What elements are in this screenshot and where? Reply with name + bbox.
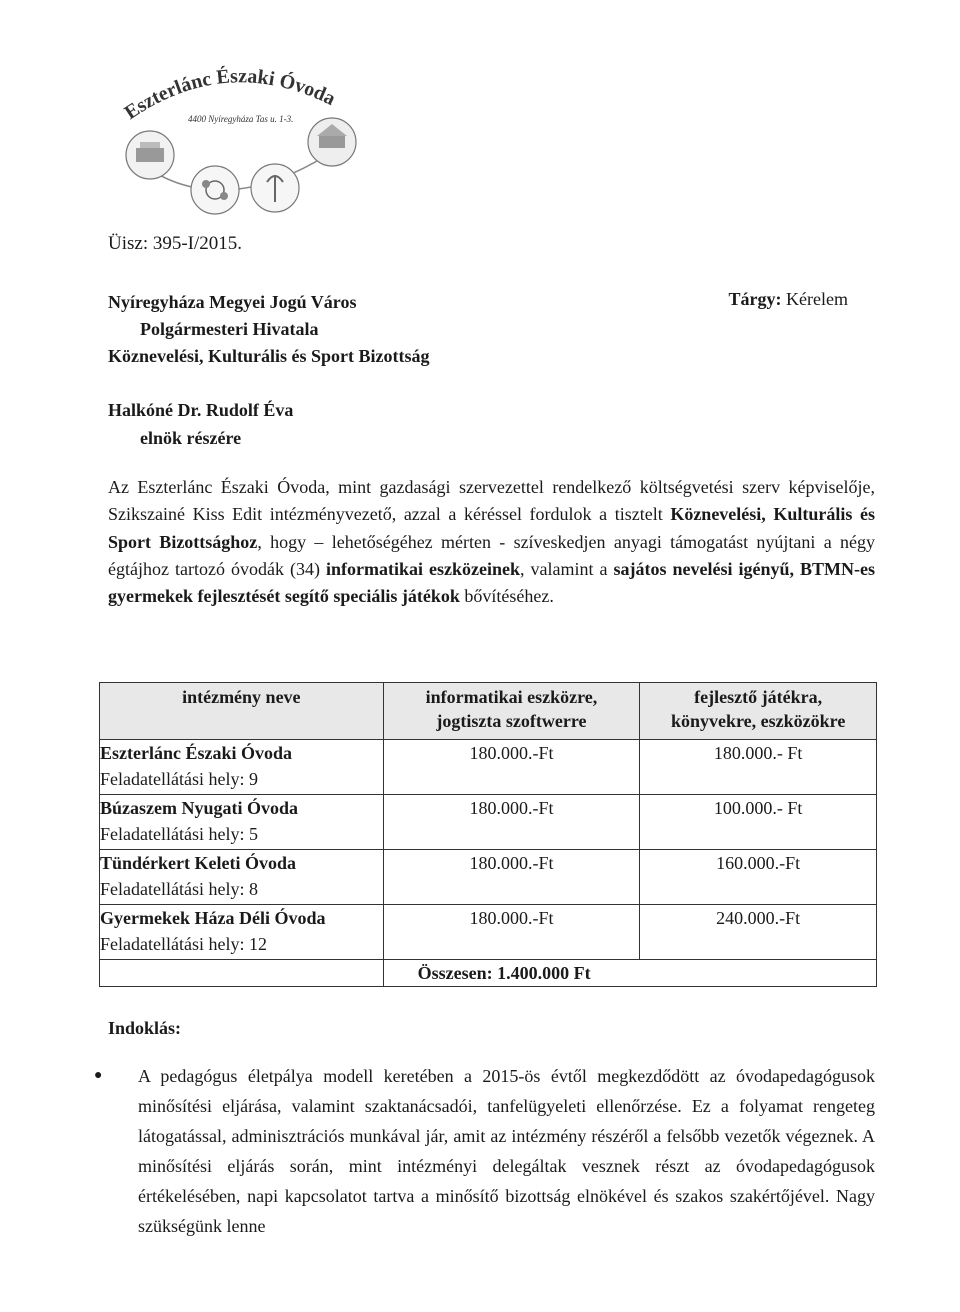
table-total-row bbox=[100, 960, 877, 987]
institution-sites: Feladatellátási hely: 8 bbox=[100, 879, 258, 899]
recipient-block bbox=[108, 396, 293, 452]
institution-cell bbox=[100, 905, 384, 960]
justification-title: Indoklás: bbox=[108, 1018, 182, 1038]
reference-number: Üisz: 395-I/2015. bbox=[108, 233, 243, 254]
header-toys-line-2: könyvekre, eszközökre bbox=[670, 711, 846, 731]
addressee-block bbox=[108, 289, 429, 370]
header-it bbox=[383, 683, 640, 740]
table-row bbox=[100, 905, 877, 960]
justification-bullet: A pedagógus életpálya modell keretében a 2015-ös évtől megkezdődött az óvodapedagógusok minősítési eljárása, valamint szaktanácsadói, tanfelügyeleti ellenőrzése. Ez a folyamat rengeteg látogatással, adminisztrációs munkával jár, amit az intézmény részéről a felsőbb vezetők végeznek. A minősítési eljárás során, mint intézményi delegáltak vesznek részt az óvodapedagógusok értékelésében, napi kapcsolatot tartva a minősítő bizottság elnökével és szakos szakértőjével. Nagy szükségünk lenne bbox=[138, 1066, 875, 1236]
it-amount: 180.000.-Ft bbox=[383, 905, 640, 960]
svg-text:Eszterlánc Északi Óvoda: Eszterlánc Északi Óvoda bbox=[120, 65, 339, 125]
addressee-line-1: Nyíregyháza Megyei Jogú Város bbox=[108, 292, 357, 312]
institution-name: Gyermekek Háza Déli Óvoda bbox=[100, 908, 326, 928]
header-toys-line-1: fejlesztő játékra, bbox=[694, 687, 823, 707]
subject-value: Kérelem bbox=[786, 289, 848, 309]
toys-amount: 160.000.-Ft bbox=[640, 850, 877, 905]
recipient-role: elnök részére bbox=[140, 428, 242, 448]
addressee-line-3: Köznevelési, Kulturális és Sport Bizottság bbox=[108, 346, 430, 366]
institution-name: Búzaszem Nyugati Óvoda bbox=[100, 798, 298, 818]
justification-list bbox=[94, 1061, 875, 1241]
svg-text:4400 Nyíregyháza Tas u. 1-3.: 4400 Nyíregyháza Tas u. 1-3. bbox=[188, 114, 294, 124]
total-amount: Összesen: 1.400.000 Ft bbox=[383, 960, 876, 987]
kindergarten-logo bbox=[100, 40, 360, 220]
recipient-name: Halkóné Dr. Rudolf Éva bbox=[108, 400, 294, 420]
it-amount: 180.000.-Ft bbox=[383, 850, 640, 905]
header-institution bbox=[100, 683, 384, 740]
intro-text-3: , valamint a bbox=[519, 558, 614, 579]
header-it-line-1: informatikai eszközre, bbox=[425, 687, 598, 707]
table-row bbox=[100, 740, 877, 795]
intro-text-1: Az Eszterlánc Északi Óvoda, mint gazdasági szervezettel rendelkező költségvetési szerv képviselője, Szikszainé Kiss Edit intézményvezető, azzal a kéréssel fordulok a tisztelt bbox=[108, 477, 875, 525]
institution-name: Eszterlánc Északi Óvoda bbox=[100, 743, 292, 763]
header-institution-label: intézmény neve bbox=[182, 687, 301, 707]
intro-it-devices: informatikai eszközeinek bbox=[325, 558, 520, 579]
table-header-row bbox=[100, 683, 877, 740]
addressee-line-2: Polgármesteri Hivatala bbox=[140, 319, 319, 339]
total-empty-cell bbox=[100, 960, 384, 987]
subject-label: Tárgy: bbox=[728, 289, 782, 309]
institution-name: Tündérkert Keleti Óvoda bbox=[100, 853, 296, 873]
intro-text-2: , hogy – lehetőségéhez mérten - szíveskedjen anyagi támogatást nyújtani a négy égtájhoz tartozó óvodák (34) bbox=[108, 531, 875, 579]
header-it-line-2: jogtiszta szoftwerre bbox=[436, 711, 587, 731]
table-row bbox=[100, 850, 877, 905]
intro-paragraph bbox=[108, 474, 875, 610]
toys-amount: 100.000.- Ft bbox=[640, 795, 877, 850]
subject-line bbox=[729, 289, 848, 310]
intro-text-4: bővítéséhez. bbox=[459, 586, 554, 607]
institution-sites: Feladatellátási hely: 12 bbox=[100, 934, 267, 954]
it-amount: 180.000.-Ft bbox=[383, 795, 640, 850]
intro-special-toys: sajátos nevelési igényű, BTMN-es gyermekek fejlesztését segítő speciális játékok bbox=[108, 558, 876, 607]
header-toys bbox=[640, 683, 877, 740]
institution-sites: Feladatellátási hely: 9 bbox=[100, 769, 258, 789]
institution-cell bbox=[100, 850, 384, 905]
intro-committee: Köznevelési, Kulturális és Sport Bizottsághoz bbox=[108, 504, 875, 552]
institution-cell bbox=[100, 795, 384, 850]
institution-sites: Feladatellátási hely: 5 bbox=[100, 824, 258, 844]
toys-amount: 180.000.- Ft bbox=[640, 740, 877, 795]
institution-cell bbox=[100, 740, 384, 795]
toys-amount: 240.000.-Ft bbox=[640, 905, 877, 960]
it-amount: 180.000.-Ft bbox=[383, 740, 640, 795]
table-row bbox=[100, 795, 877, 850]
bullet-icon: ● bbox=[94, 1068, 103, 1083]
funding-table bbox=[99, 682, 877, 987]
